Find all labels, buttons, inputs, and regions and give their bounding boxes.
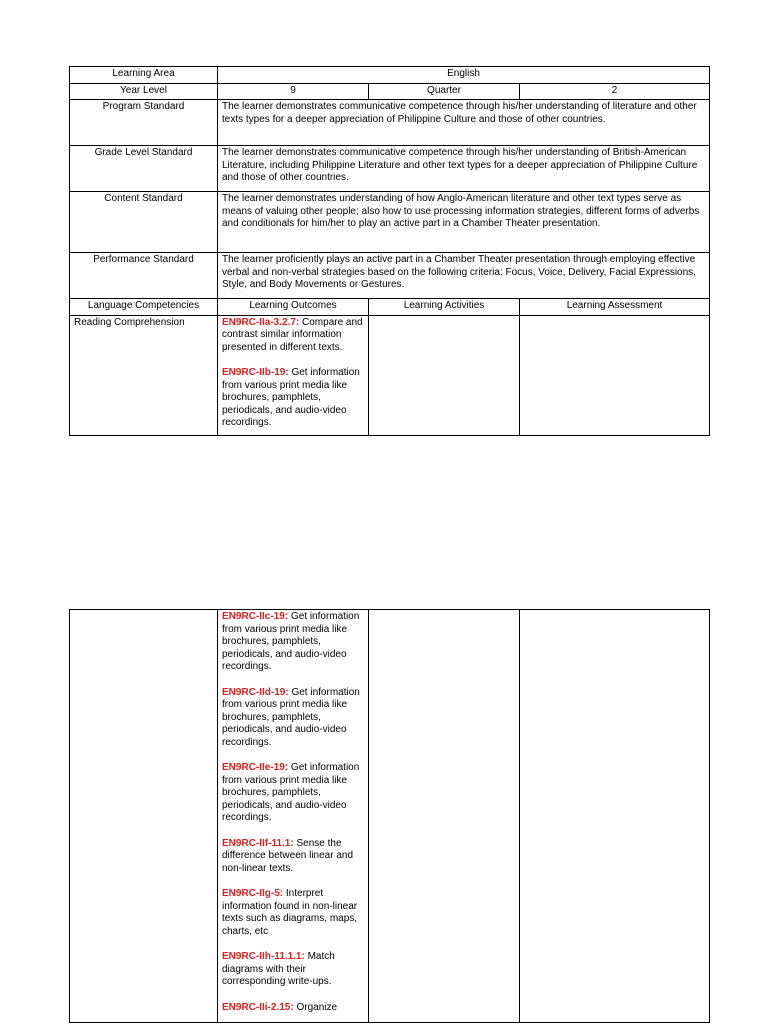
learning-area-label: Learning Area [70,67,218,84]
competency-text: Get information from various print media like brochures, pamphlets, periodicals, and audio-video recordings. [222,762,360,823]
competency-text: Get information from various print media like brochures, pamphlets, periodicals, and audio-video recordings. [222,686,360,748]
content-standard-label: Content Standard [70,192,218,253]
competency-code: EN9RC-IIf-11.1: [222,837,294,849]
row-continued-outcomes [70,610,710,1023]
outcome-item [222,317,364,355]
competency-code: EN9RC-IIg-5: [222,888,284,899]
row-column-headers [70,299,710,316]
competency-code: EN9RC-IIi-2.15: [222,1001,294,1013]
competency-text: Match diagrams with their corresponding write-ups. [222,951,335,987]
competency-text: Get information from various print media like brochures, pamphlets, periodicals, and audio-video recordings. [222,611,360,672]
competency-text: Compare and contrast similar information presented in different texts. [222,316,363,353]
outcome-item [222,687,364,750]
outcome-item [222,888,364,938]
program-standard-label: Program Standard [70,100,218,146]
curriculum-continuation-table [69,609,710,1023]
competency-code: EN9RC-IId-19: [222,686,289,698]
year-level-value: 9 [218,83,369,100]
continued-outcomes [218,610,369,1023]
year-level-label: Year Level [70,83,218,100]
quarter-label: Quarter [369,83,520,100]
performance-standard-label: Performance Standard [70,253,218,299]
competency-code: EN9RC-IIc-19: [222,611,289,622]
competency-code: EN9RC-IIa-3.2.7: [222,316,300,328]
col-header-learning-assessment: Learning Assessment [520,299,710,316]
content-standard-text: The learner demonstrates understanding of how Anglo-American literature and other text types serve as means of valuing other people; also how to use processing information strategies, different forms of adverbs and conditionals for him/her to play an active part in a Chamber Theater presentation. [218,192,710,253]
reading-comprehension-outcomes [218,315,369,435]
reading-comprehension-assessment [520,315,710,435]
program-standard-text: The learner demonstrates communicative competence through his/her understanding of literature and other texts types for a deeper appreciation of Philippine Culture and those of other countries. [218,100,710,146]
reading-comprehension-label: Reading Comprehension [70,315,218,435]
reading-comprehension-activities [369,315,520,435]
outcome-item [222,1002,364,1015]
row-reading-comprehension [70,315,710,435]
outcome-item [222,951,364,989]
competency-text: Interpret information found in non-linear texts such as diagrams, maps, charts, etc [222,888,358,937]
competency-text: Organize [293,1001,338,1013]
outcome-item [222,838,364,876]
competency-code: EN9RC-IIb-19: [222,367,289,378]
row-learning-area [70,67,710,84]
curriculum-header-table [69,66,710,436]
grade-level-standard-label: Grade Level Standard [70,146,218,192]
row-grade-level-standard [70,146,710,192]
quarter-value: 2 [520,83,710,100]
competency-text: Get information from various print media like brochures, pamphlets, periodicals, and audio-video recordings. [222,367,360,428]
continued-assessment [520,610,710,1023]
col-header-learning-outcomes: Learning Outcomes [218,299,369,316]
continued-competency-cell [70,610,218,1023]
outcome-item [222,611,364,674]
row-performance-standard [70,253,710,299]
competency-code: EN9RC-IIh-11.1.1: [222,951,305,962]
row-content-standard [70,192,710,253]
outcome-item [222,762,364,825]
col-header-learning-activities: Learning Activities [369,299,520,316]
continued-activities [369,610,520,1023]
performance-standard-text: The learner proficiently plays an active part in a Chamber Theater presentation through employing effective verbal and non-verbal strategies based on the following criteria: Focus, Voice, Delivery, Facial Expressions, Style, and Body Movements or Gestures. [218,253,710,299]
outcome-item [222,367,364,430]
grade-level-standard-text: The learner demonstrates communicative competence through his/her understanding of British-American Literature, including Philippine Literature and other text types for a deeper appreciation of Philippine Culture and those of other countries. [218,146,710,192]
row-program-standard [70,100,710,146]
col-header-language-competencies: Language Competencies [70,299,218,316]
competency-text: Sense the difference between linear and non-linear texts. [222,837,354,874]
learning-area-value: English [218,67,710,84]
competency-code: EN9RC-IIe-19: [222,762,289,773]
row-year-level [70,83,710,100]
